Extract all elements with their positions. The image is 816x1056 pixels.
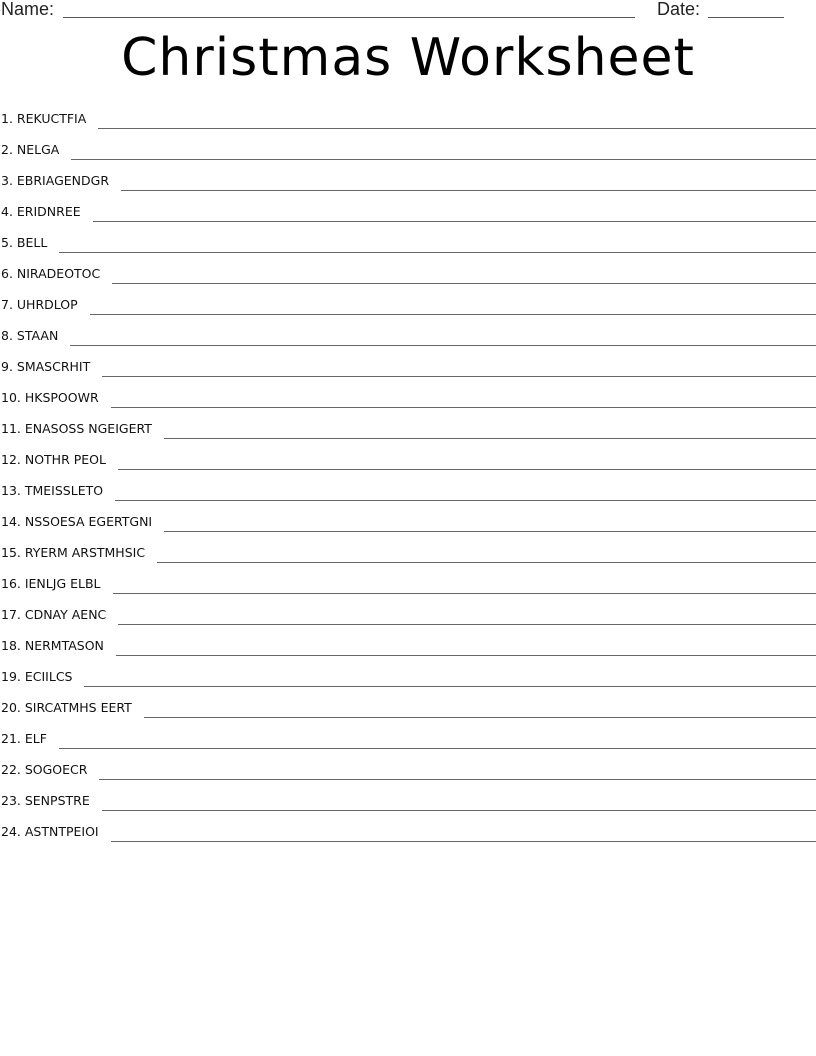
- question-label: 20. SIRCATMHS EERT: [1, 700, 132, 715]
- question-row: [0, 390, 816, 421]
- answer-line[interactable]: [118, 469, 816, 470]
- question-label: 14. NSSOESA EGERTGNI: [1, 514, 153, 529]
- answer-line[interactable]: [90, 314, 816, 315]
- question-list: [0, 111, 816, 855]
- question-row: [0, 669, 816, 700]
- question-row: [0, 576, 816, 607]
- question-label: 12. NOTHR PEOL: [1, 452, 106, 467]
- question-label: 10. HKSPOOWR: [1, 390, 99, 405]
- header-row: [0, 0, 816, 22]
- question-label: 5. BELL: [1, 235, 48, 250]
- answer-line[interactable]: [102, 376, 816, 377]
- question-row: [0, 359, 816, 390]
- answer-line[interactable]: [144, 717, 816, 718]
- question-row: [0, 111, 816, 142]
- question-label: 24. ASTNTPEIOI: [1, 824, 99, 839]
- answer-line[interactable]: [118, 624, 816, 625]
- question-row: [0, 824, 816, 855]
- answer-line[interactable]: [102, 810, 816, 811]
- question-row: [0, 514, 816, 545]
- answer-line[interactable]: [59, 252, 816, 253]
- question-row: [0, 452, 816, 483]
- question-row: [0, 731, 816, 762]
- question-label: 3. EBRIAGENDGR: [1, 173, 110, 188]
- question-label: 18. NERMTASON: [1, 638, 104, 653]
- question-row: [0, 421, 816, 452]
- name-label: Name:: [1, 0, 55, 19]
- question-label: 17. CDNAY AENC: [1, 607, 107, 622]
- answer-line[interactable]: [164, 438, 816, 439]
- date-label: Date:: [657, 0, 701, 19]
- question-label: 1. REKUCTFIA: [1, 111, 87, 126]
- question-label: 13. TMEISSLETO: [1, 483, 104, 498]
- answer-line[interactable]: [59, 748, 816, 749]
- question-label: 8. STAAN: [1, 328, 59, 343]
- question-label: 9. SMASCRHIT: [1, 359, 91, 374]
- question-label: 4. ERIDNREE: [1, 204, 81, 219]
- answer-line[interactable]: [111, 407, 816, 408]
- name-field[interactable]: [63, 17, 635, 18]
- question-label: 11. ENASOSS NGEIGERT: [1, 421, 152, 436]
- question-label: 2. NELGA: [1, 142, 60, 157]
- question-row: [0, 297, 816, 328]
- answer-line[interactable]: [93, 221, 816, 222]
- question-row: [0, 328, 816, 359]
- answer-line[interactable]: [112, 283, 816, 284]
- answer-line[interactable]: [84, 686, 816, 687]
- question-row: [0, 638, 816, 669]
- question-row: [0, 762, 816, 793]
- question-row: [0, 266, 816, 297]
- question-row: [0, 235, 816, 266]
- worksheet-title: Christmas Worksheet: [121, 28, 695, 88]
- question-label: 21. ELF: [1, 731, 47, 746]
- answer-line[interactable]: [115, 500, 816, 501]
- answer-line[interactable]: [99, 779, 816, 780]
- question-row: [0, 793, 816, 824]
- answer-line[interactable]: [98, 128, 816, 129]
- answer-line[interactable]: [71, 159, 816, 160]
- answer-line[interactable]: [121, 190, 816, 191]
- question-row: [0, 700, 816, 731]
- question-label: 16. IENLJG ELBL: [1, 576, 101, 591]
- answer-line[interactable]: [70, 345, 816, 346]
- question-label: 19. ECIILCS: [1, 669, 73, 684]
- answer-line[interactable]: [157, 562, 816, 563]
- answer-line[interactable]: [164, 531, 816, 532]
- question-row: [0, 483, 816, 514]
- question-row: [0, 607, 816, 638]
- date-field[interactable]: [708, 17, 784, 18]
- question-row: [0, 204, 816, 235]
- question-label: 7. UHRDLOP: [1, 297, 78, 312]
- question-label: 6. NIRADEOTOC: [1, 266, 101, 281]
- question-row: [0, 173, 816, 204]
- answer-line[interactable]: [113, 593, 816, 594]
- answer-line[interactable]: [111, 841, 816, 842]
- answer-line[interactable]: [116, 655, 816, 656]
- question-label: 23. SENPSTRE: [1, 793, 90, 808]
- question-label: 15. RYERM ARSTMHSIC: [1, 545, 146, 560]
- question-label: 22. SOGOECR: [1, 762, 88, 777]
- question-row: [0, 142, 816, 173]
- question-row: [0, 545, 816, 576]
